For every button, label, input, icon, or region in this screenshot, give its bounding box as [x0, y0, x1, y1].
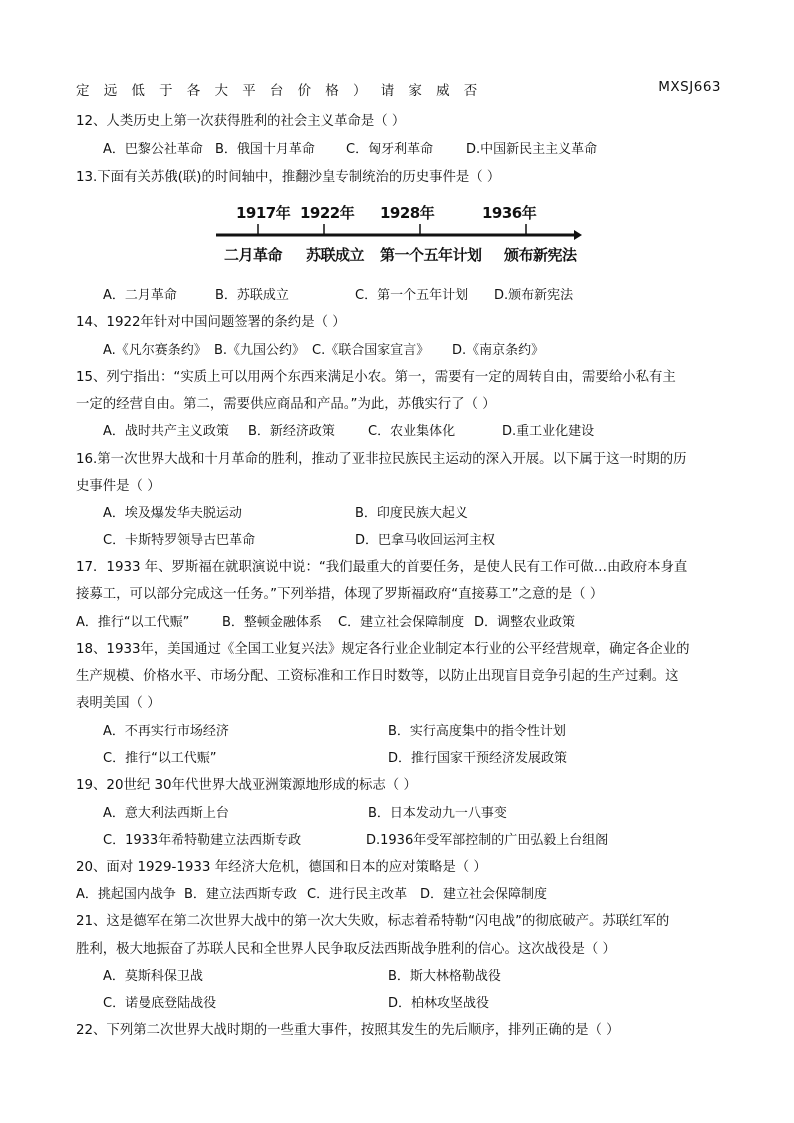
q16-option-d: D．巴拿马收回运河主权 [355, 533, 496, 548]
q18-option-b: B．实行高度集中的指令性计划 [388, 724, 566, 739]
question-14-stem: 14、1922年针对中国问题签署的条约是（ ） [76, 315, 346, 330]
q19-option-c: C．1933年希特勒建立法西斯专政 [103, 833, 302, 848]
q19-option-d: D.1936年受军部控制的广田弘毅上台组阁 [366, 833, 609, 848]
question-19-stem: 19、20世纪 30年代世界大战亚洲策源地形成的标志（ ） [76, 778, 417, 793]
q13-option-b: B．苏联成立 [215, 288, 289, 303]
question-18-stem-line-3: 表明美国（ ） [76, 696, 161, 711]
q14-option-a: A.《凡尔赛条约》 [103, 343, 207, 358]
question-21-stem-line-2: 胜利，极大地振奋了苏联人民和全世界人民争取反法西斯战争胜利的信心。这次战役是（ ） [76, 942, 616, 957]
q17-option-c: C．建立社会保障制度 [338, 615, 465, 630]
timeline-event-february-revolution: 二月革命 [224, 246, 283, 264]
soviet-timeline-figure [214, 202, 582, 270]
q20-option-a: A．挑起国内战争 [76, 887, 176, 902]
q17-option-b: B．整顿金融体系 [222, 615, 322, 630]
q19-option-a: A．意大利法西斯上台 [103, 806, 229, 821]
timeline-year-1928: 1928年 [380, 204, 435, 222]
question-17-stem-line-2: 接募工，可以部分完成这一任务。”下列举措，体现了罗斯福政府“直接募工”之意的是（ ） [76, 587, 604, 602]
q15-option-b: B．新经济政策 [248, 424, 335, 439]
q19-option-b: B．日本发动九一八事变 [368, 806, 507, 821]
document-code: MXSJ663 [658, 79, 721, 95]
question-13-stem: 13.下面有关苏俄(联)的时间轴中，推翻沙皇专制统治的历史事件是（ ） [76, 170, 501, 185]
q17-option-a: A．推行“以工代赈” [76, 615, 190, 630]
q12-option-b: B．俄国十月革命 [215, 142, 315, 157]
q21-option-b: B．斯大林格勒战役 [388, 969, 501, 984]
question-20-stem: 20、面对 1929-1933 年经济大危机，德国和日本的应对策略是（ ） [76, 860, 487, 875]
q18-option-c: C．推行“以工代赈” [103, 751, 217, 766]
q14-option-b: B.《九国公约》 [214, 343, 306, 358]
question-12-stem: 12、人类历史上第一次获得胜利的社会主义革命是（ ） [76, 114, 406, 129]
q14-option-c: C.《联合国家宣言》 [312, 343, 430, 358]
q15-option-a: A．战时共产主义政策 [103, 424, 229, 439]
question-17-stem-line-1: 17．1933 年、罗斯福在就职演说中说：“我们最重大的首要任务，是使人民有工作可做…由政府本身直 [76, 560, 688, 575]
q12-option-a: A．巴黎公社革命 [103, 142, 203, 157]
q13-option-d: D.颁布新宪法 [494, 288, 574, 303]
q18-option-d: D．推行国家干预经济发展政策 [388, 751, 568, 766]
q21-option-a: A．莫斯科保卫战 [103, 969, 203, 984]
q21-option-d: D．柏林攻坚战役 [388, 996, 490, 1011]
question-15-stem-line-2: 一定的经营自由。第二，需要供应商品和产品。”为此，苏俄实行了（ ） [76, 397, 496, 412]
timeline-event-first-five-year-plan: 第一个五年计划 [380, 246, 482, 264]
q13-option-c: C．第一个五年计划 [355, 288, 469, 303]
question-16-stem-line-2: 史事件是（ ） [76, 479, 161, 494]
question-18-stem-line-2: 生产规模、价格水平、市场分配、工资标准和工作日时数等，以防止出现盲目竞争引起的生产过剩。这 [76, 669, 679, 684]
timeline-event-new-constitution: 颁布新宪法 [504, 246, 577, 264]
q18-option-a: A．不再实行市场经济 [103, 724, 229, 739]
timeline-year-1917: 1917年 [236, 204, 291, 222]
header-text: 定远低于各大平台价格）请家威否 [76, 83, 492, 99]
q15-option-d: D.重工业化建设 [502, 424, 595, 439]
timeline-event-ussr-founded: 苏联成立 [306, 246, 365, 264]
q20-option-c: C．进行民主改革 [307, 887, 408, 902]
q12-option-d: D.中国新民主主义革命 [466, 142, 598, 157]
q13-option-a: A．二月革命 [103, 288, 177, 303]
timeline-year-1922: 1922年 [300, 204, 355, 222]
question-21-stem-line-1: 21、这是德军在第二次世界大战中的第一次大失败，标志着希特勒“闪电战”的彻底破产。苏联红军的 [76, 914, 670, 929]
q17-option-d: D．调整农业政策 [474, 615, 576, 630]
timeline-year-1936: 1936年 [482, 204, 537, 222]
q20-option-d: D．建立社会保障制度 [420, 887, 548, 902]
q16-option-b: B．印度民族大起义 [355, 506, 468, 521]
q20-option-b: B．建立法西斯专政 [184, 887, 297, 902]
q15-option-c: C．农业集体化 [368, 424, 456, 439]
q12-option-c: C．匈牙利革命 [346, 142, 434, 157]
question-16-stem-line-1: 16.第一次世界大战和十月革命的胜利，推动了亚非拉民族民主运动的深入开展。以下属于这一时期的历 [76, 452, 687, 467]
page-header [76, 79, 721, 97]
q16-option-a: A．埃及爆发华夫脱运动 [103, 506, 242, 521]
q14-option-d: D.《南京条约》 [452, 343, 545, 358]
timeline-arrowhead [574, 230, 582, 240]
q21-option-c: C．诺曼底登陆战役 [103, 996, 217, 1011]
question-22-stem: 22、下列第二次世界大战时期的一些重大事件，按照其发生的先后顺序，排列正确的是（ ） [76, 1023, 620, 1038]
q16-option-c: C．卡斯特罗领导古巴革命 [103, 533, 256, 548]
question-15-stem-line-1: 15、列宁指出：“实质上可以用两个东西来满足小农。第一，需要有一定的周转自由，需要给小私有主 [76, 370, 676, 385]
question-18-stem-line-1: 18、1933年，美国通过《全国工业复兴法》规定各行业企业制定本行业的公平经营规章，确定各企业的 [76, 642, 690, 657]
